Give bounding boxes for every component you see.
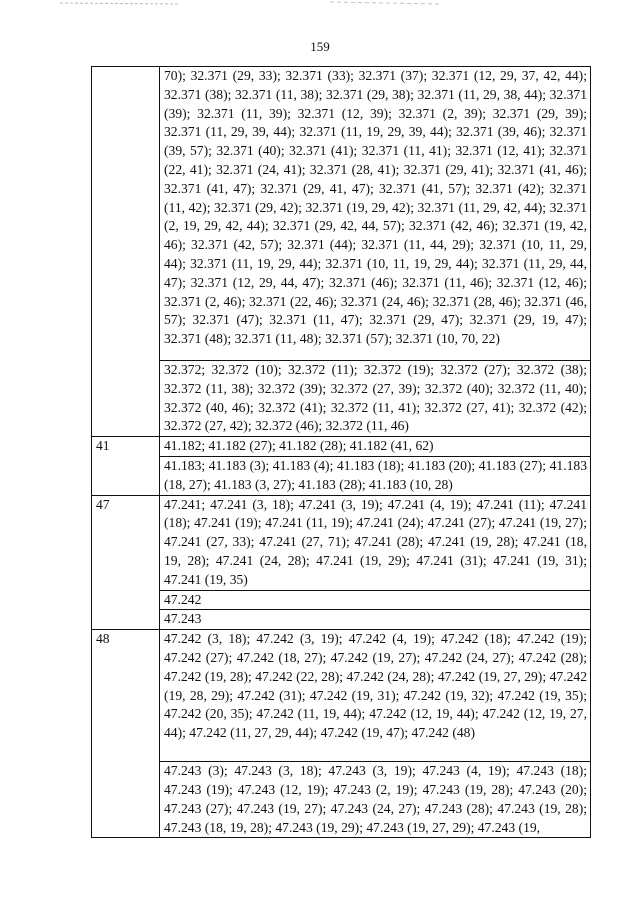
code-cell: 47.243 bbox=[160, 610, 591, 630]
code-cell: 41.182; 41.182 (27); 41.182 (28); 41.182 (41, 62) bbox=[160, 437, 591, 457]
row-number-cell bbox=[92, 456, 160, 495]
table-row bbox=[92, 495, 591, 590]
code-cell: 70); 32.371 (29, 33); 32.371 (33); 32.371 (37); 32.371 (12, 29, 37, 42, 44); 32.371 (38); 32.371 (11, 38); 32.371 (29, 38); 32.371 (11, 29, 38, 44); 32.371 (39); 32.371 (11, 39); 32.371 (12, 39); 32.371 (2, 39); 32.371 (29, 39); 32.371 (11, 29, 39, 44); 32.371 (11, 19, 29, 39, 44); 32.371 (39, 46); 32.371 (39, 57); 32.371 (40); 32.371 (41); 32.371 (11, 41); 32.371 (12, 41); 32.371 (22, 41); 32.371 (24, 41); 32.371 (28, 41); 32.371 (29, 41); 32.371 (41, 46); 32.371 (41, 47); 32.371 (29, 41, 47); 32.371 (41, 57); 32.371 (42); 32.371 (11, 42); 32.371 (29, 42); 32.371 (19, 29, 42); 32.371 (11, 29, 42, 44); 32.371 (2, 19, 29, 42, 44); 32.371 (29, 42, 44, 57); 32.371 (42, 46); 32.371 (19, 42, 46); 32.371 (42, 57); 32.371 (44); 32.371 (11, 44, 29); 32.371 (10, 11, 29, 44); 32.371 (11, 19, 29, 44); 32.371 (10, 11, 19, 29, 44); 32.371 (11, 29, 44, 47); 32.371 (12, 29, 44, 47); 32.371 (46); 32.371 (11, 46); 32.371 (12, 46); 32.371 (2, 46); 32.371 (22, 46); 32.371 (24, 46); 32.371 (28, 46); 32.371 (46, 57); 32.371 (47); 32.371 (11, 47); 32.371 (29, 47); 32.371 (29, 19, 47); 32.371 (48); 32.371 (11, 48); 32.371 (57); 32.371 (10, 70, 22) bbox=[160, 67, 591, 361]
table-row bbox=[92, 67, 591, 361]
row-number-cell bbox=[92, 762, 160, 838]
table-row bbox=[92, 361, 591, 437]
code-cell: 47.241; 47.241 (3, 18); 47.241 (3, 19); 47.241 (4, 19); 47.241 (11); 47.241 (18); 47.241 (19); 47.241 (11, 19); 47.241 (24); 47.241 (27); 47.241 (19, 27); 47.241 (27, 33); 47.241 (27, 71); 47.241 (28); 47.241 (19, 28); 47.241 (18, 19, 28); 47.241 (24, 28); 47.241 (19, 29); 47.241 (31); 47.241 (19, 31); 47.241 (19, 35) bbox=[160, 495, 591, 590]
row-number-cell bbox=[92, 67, 160, 361]
table-row bbox=[92, 762, 591, 838]
code-table bbox=[91, 66, 591, 838]
row-number-cell: 48 bbox=[92, 630, 160, 762]
code-cell: 47.243 (3); 47.243 (3, 18); 47.243 (3, 19); 47.243 (4, 19); 47.243 (18); 47.243 (19); 47.243 (12, 19); 47.243 (2, 19); 47.243 (19, 28); 47.243 (20); 47.243 (27); 47.243 (19, 27); 47.243 (24, 27); 47.243 (28); 47.243 (19, 28); 47.243 (18, 19, 28); 47.243 (19, 29); 47.243 (19, 27, 29); 47.243 (19, bbox=[160, 762, 591, 838]
row-number-cell bbox=[92, 361, 160, 437]
code-cell: 32.372; 32.372 (10); 32.372 (11); 32.372 (19); 32.372 (27); 32.372 (38); 32.372 (11, 38); 32.372 (39); 32.372 (27, 39); 32.372 (40); 32.372 (11, 40); 32.372 (40, 46); 32.372 (41); 32.372 (11, 41); 32.372 (27, 41); 32.372 (42); 32.372 (27, 42); 32.372 (46); 32.372 (11, 46) bbox=[160, 361, 591, 437]
table-row bbox=[92, 630, 591, 762]
code-cell: 47.242 bbox=[160, 590, 591, 610]
code-cell: 41.183; 41.183 (3); 41.183 (4); 41.183 (18); 41.183 (20); 41.183 (27); 41.183 (18, 27); 41.183 (3, 27); 41.183 (28); 41.183 (10, 28) bbox=[160, 456, 591, 495]
table-row bbox=[92, 437, 591, 457]
row-number-cell bbox=[92, 590, 160, 610]
code-cell: 47.242 (3, 18); 47.242 (3, 19); 47.242 (4, 19); 47.242 (18); 47.242 (19); 47.242 (27); 47.242 (18, 27); 47.242 (19, 27); 47.242 (24, 27); 47.242 (28); 47.242 (19, 28); 47.242 (22, 28); 47.242 (24, 28); 47.242 (19, 27, 29); 47.242 (19, 28, 29); 47.242 (31); 47.242 (19, 31); 47.242 (19, 32); 47.242 (19, 35); 47.242 (20, 35); 47.242 (11, 19, 44); 47.242 (12, 19, 44); 47.242 (12, 19, 27, 44); 47.242 (11, 27, 29, 44); 47.242 (19, 47); 47.242 (48) bbox=[160, 630, 591, 762]
row-number-cell: 47 bbox=[92, 495, 160, 590]
scan-artifact-mark bbox=[330, 0, 440, 7]
scan-artifact-mark bbox=[60, 0, 180, 7]
row-number-cell bbox=[92, 610, 160, 630]
page-number: 159 bbox=[310, 39, 330, 54]
table-row bbox=[92, 610, 591, 630]
table-row bbox=[92, 456, 591, 495]
row-number-cell: 41 bbox=[92, 437, 160, 457]
table-row bbox=[92, 590, 591, 610]
